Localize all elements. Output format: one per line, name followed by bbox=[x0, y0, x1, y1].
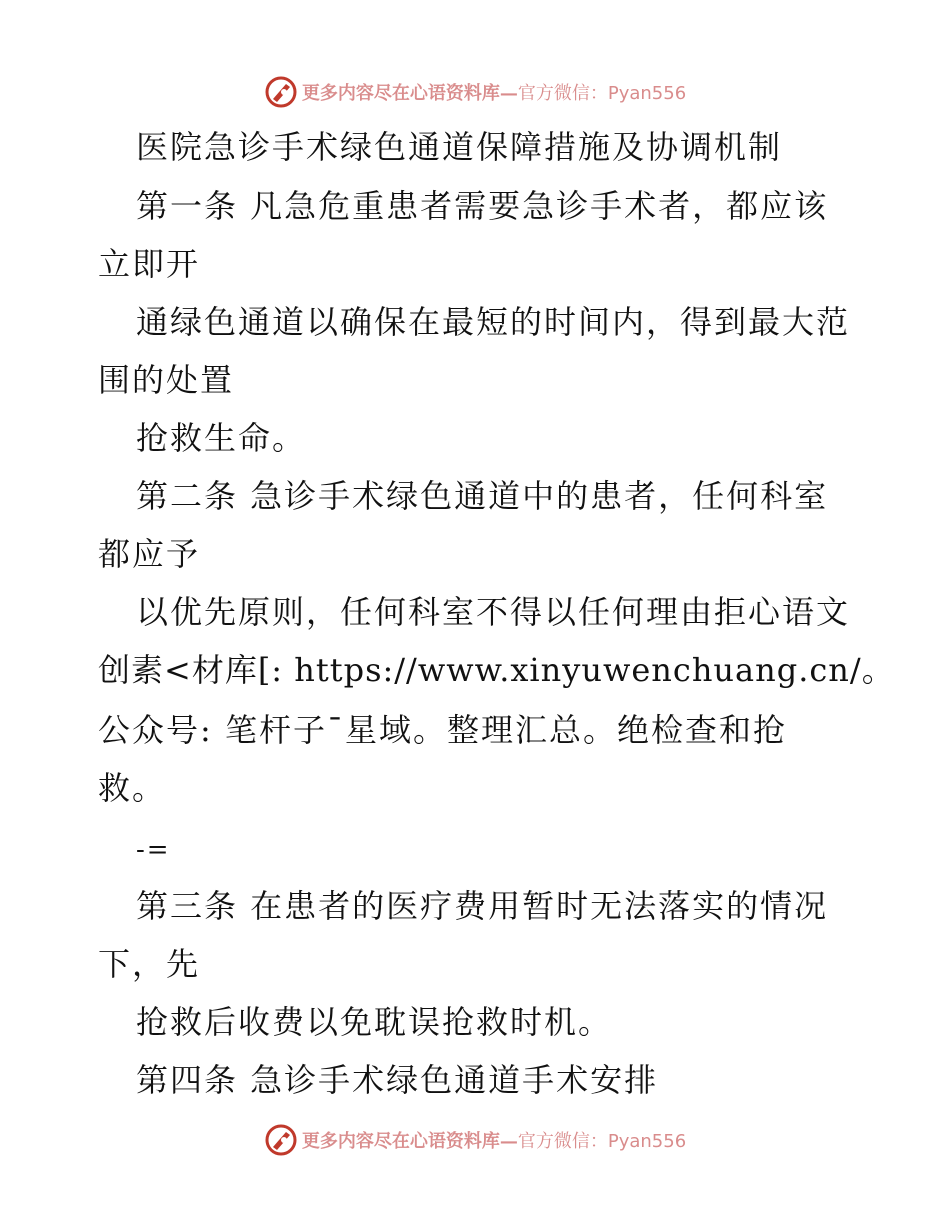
footer-text: 更多内容尽在心语资料库—官方微信：Pyan556 bbox=[301, 1131, 687, 1152]
paragraph-line: 第一条 凡急危重患者需要急诊手术者，都应该 bbox=[136, 187, 829, 225]
paragraph-line: -= bbox=[136, 835, 171, 865]
paragraph-line: 公众号: 笔杆子¯星域。整理汇总。绝检查和抢 bbox=[98, 711, 787, 749]
pen-seal-icon bbox=[264, 1123, 298, 1157]
paragraph-line: 第二条 急诊手术绿色通道中的患者，任何科室 bbox=[136, 477, 829, 515]
paragraph-line: 救。 bbox=[98, 769, 167, 807]
paragraph-line: 第三条 在患者的医疗费用暂时无法落实的情况 bbox=[136, 887, 829, 925]
paragraph-line: 抢救生命。 bbox=[136, 419, 307, 457]
paragraph-line: 抢救后收费以免耽误抢救时机。 bbox=[136, 1003, 613, 1041]
footer-watermark bbox=[0, 1120, 950, 1160]
paragraph-line: 第四条 急诊手术绿色通道手术安排 bbox=[136, 1061, 659, 1099]
paragraph-line: 创素<材库[: https://www.xinyuwenchuang.cn/。 bbox=[98, 651, 895, 689]
paragraph-line: 都应予 bbox=[98, 535, 201, 573]
pen-seal-icon bbox=[264, 75, 298, 109]
document-title: 医院急诊手术绿色通道保障措施及协调机制 bbox=[136, 128, 783, 166]
header-text: 更多内容尽在心语资料库—官方微信：Pyan556 bbox=[301, 83, 687, 104]
paragraph-line: 立即开 bbox=[98, 245, 201, 283]
paragraph-line: 围的处置 bbox=[98, 361, 235, 399]
header-watermark bbox=[0, 72, 950, 112]
paragraph-line: 通绿色通道以确保在最短的时间内，得到最大范 bbox=[136, 303, 851, 341]
paragraph-line: 以优先原则，任何科室不得以任何理由拒心语文 bbox=[136, 593, 851, 631]
paragraph-line: 下，先 bbox=[98, 945, 201, 983]
